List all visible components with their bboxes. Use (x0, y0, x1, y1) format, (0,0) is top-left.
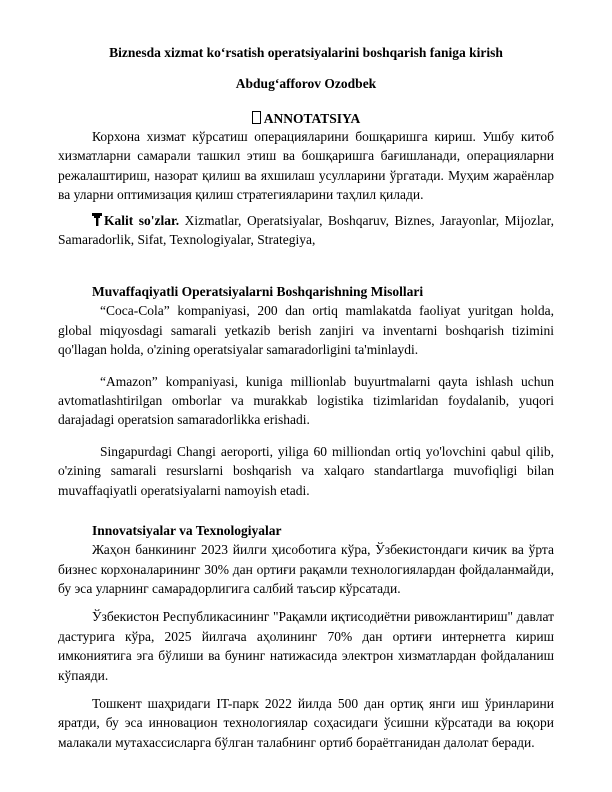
document-title: Biznesda xizmat ko‘rsatish operatsiyalarini boshqarish faniga kirish (109, 45, 503, 60)
paragraph-it-park: Тошкент шаҳридаги IT-парк 2022 йилда 500 дан ортиқ янги иш ўринларини яратди, бу эса инновацион технологиялар соҳасидаги ўсишни кўрсатади ва юқори малакали мутахассисларга бўлган талабнинг ортиб бораётганидан далолат беради. (58, 695, 554, 750)
abstract-heading-text: ANNOTATSIYA (263, 111, 361, 126)
section-heading-examples: Muvaffaqiyatli Operatsiyalarni Boshqarishning Misollari (92, 284, 424, 300)
document-author: Abdug‘afforov Ozodbek (235, 76, 377, 91)
keywords-label: Kalit so'zlar. (104, 212, 180, 228)
keywords-paragraph (58, 211, 554, 250)
paragraph-world-bank: Жаҳон банкининг 2023 йилги ҳисоботига кўра, Ўзбекистондаги кичик ва ўрта бизнес корхоналарининг 30% дан ортиғи рақамли технологиялардан фойдаланмайди, бу эса уларнинг самарадорлигига салбий таъсир кўрсатади. (58, 542, 554, 596)
placeholder-box-icon (252, 111, 261, 124)
section-heading-innovations: Innovatsiyalar va Texnologiyalar (92, 523, 282, 539)
keywords-text: Xizmatlar, Operatsiyalar, Boshqaruv, Biznes, Jarayonlar, Mijozlar, Samaradorlik, Sifat, Texnologiyalar, Strategiya, (58, 212, 554, 248)
paragraph-coca-cola: “Coca-Cola” kompaniyasi, 200 dan ortiq mamlakatda faoliyat yuritgan holda, global miqyosdagi samarali yetkazib berish zanjiri va inventarni boshqarish tizimini qo'llagan holda, o'zining operatsiyalar samaradorligini ta'minlaydi. (58, 303, 554, 358)
pin-icon (92, 213, 102, 226)
abstract-text: Корхона хизмат кўрсатиш операцияларини бошқаришга кириш. Ушбу китоб хизматларни самарали ташкил этиш ва бошқаришга бағишланади, операцияларни режалаштириш, назорат қилиш ва яхшилаш усулларини ўргатади. Муҳим жараёнлар ва уларни оптимизация қилиш стратегияларини таҳлил қилади. (58, 129, 554, 203)
paragraph-amazon: “Amazon” kompaniyasi, kuniga millionlab buyurtmalarni qayta ishlash uchun avtomatlashtirilgan omborlar va murakkab logistika tizimlaridan foydalanib, yuqori darajadagi operatsion samaradorlikka erishadi. (58, 373, 554, 428)
paragraph-digital-economy: Ўзбекистон Республикасининг "Рақамли иқтисодиётни ривожлантириш" давлат дастурига кўра, 2025 йилгача аҳолининг 70% дан ортиғи интернетга кириш имкониятига эга бўлиши ва бунинг натижасида электрон хизматлардан фойдаланиш кўпаяди. (58, 609, 554, 683)
abstract-heading (58, 110, 554, 127)
document-body (58, 44, 554, 752)
paragraph-changi: Singapurdagi Changi aeroporti, yiliga 60 milliondan ortiq yo'lovchini qabul qilib, o'zining samarali resurslarni boshqarish va xalqaro standartlarga muvofiqligi bilan muvaffaqiyatli operatsiyalarni namoyish etadi. (58, 443, 554, 498)
